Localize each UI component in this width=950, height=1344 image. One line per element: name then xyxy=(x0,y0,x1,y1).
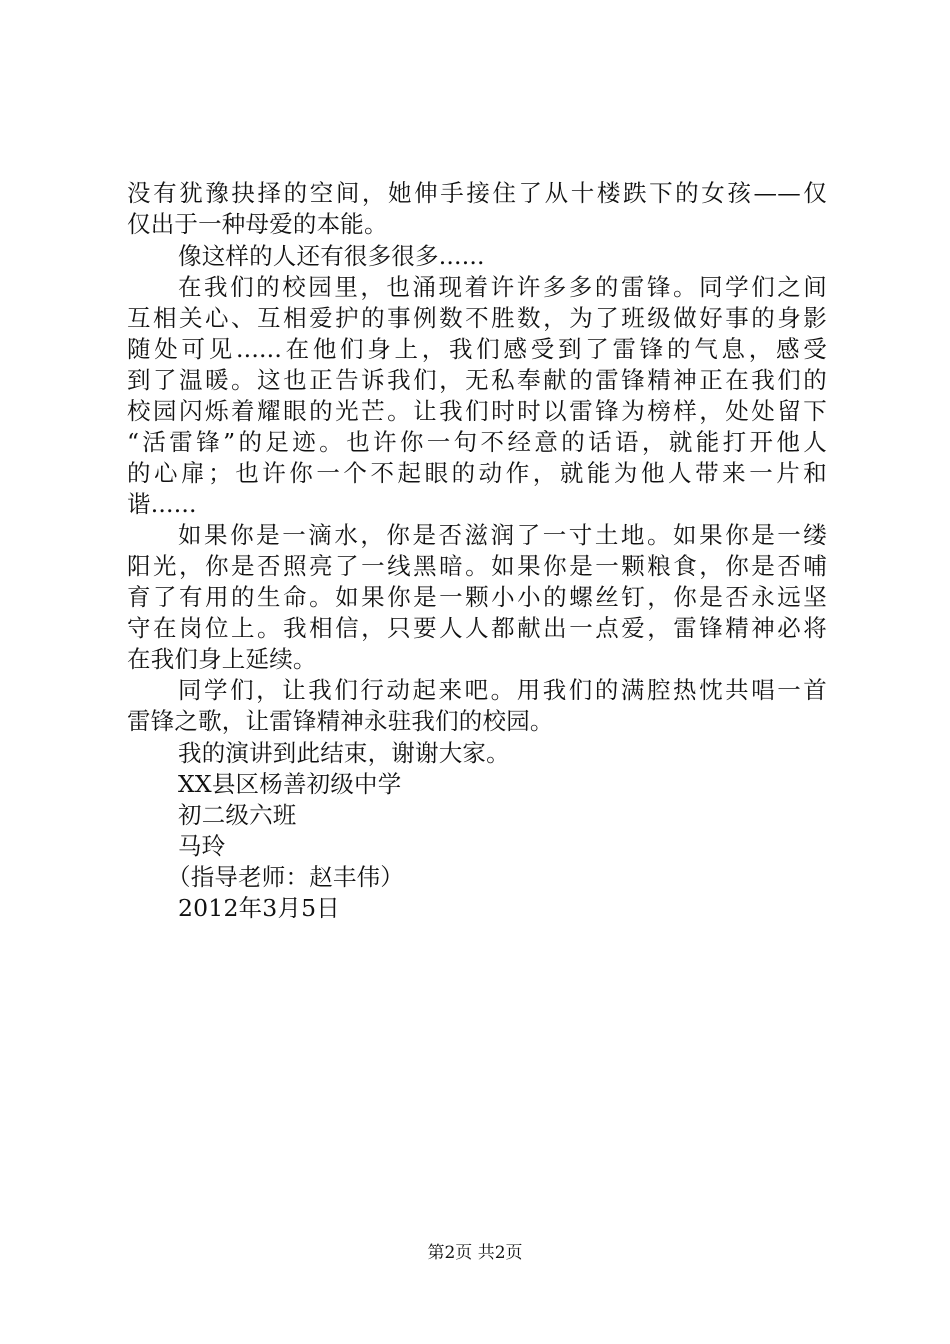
body-line: 互相关心、互相爱护的事例数不胜数，为了班级做好事的身影 xyxy=(127,304,827,332)
body-line: 到了温暖。这也正告诉我们，无私奉献的雷锋精神正在我们的 xyxy=(127,366,827,394)
body-line: 在我们的校园里，也涌现着许许多多的雷锋。同学们之间 xyxy=(178,273,827,301)
body-line: “活雷锋”的足迹。也许你一句不经意的话语，就能打开他人 xyxy=(127,428,827,456)
body-line: 的心扉；也许你一个不起眼的动作，就能为他人带来一片和 xyxy=(127,459,827,487)
signature-school: XX县区杨善初级中学 xyxy=(178,770,402,798)
signature-class: 初二级六班 xyxy=(178,801,297,829)
signature-advisor: （指导老师：赵丰伟） xyxy=(167,863,404,891)
body-line: 雷锋之歌，让雷锋精神永驻我们的校园。 xyxy=(127,707,554,735)
body-line: 没有犹豫抉择的空间，她伸手接住了从十楼跌下的女孩——仅 xyxy=(127,179,827,207)
page-footer: 第2页 共2页 xyxy=(427,1243,523,1263)
body-line: 谐...... xyxy=(127,490,197,518)
body-line: 随处可见......在他们身上，我们感受到了雷锋的气息，感受 xyxy=(127,335,827,363)
body-line: 阳光，你是否照亮了一线黑暗。如果你是一颗粮食，你是否哺 xyxy=(127,552,827,580)
closing-line: 我的演讲到此结束，谢谢大家。 xyxy=(178,739,510,767)
signature-name: 马玲 xyxy=(178,832,226,860)
body-line: 仅出于一种母爱的本能。 xyxy=(127,210,388,238)
signature-date: 2012年3月5日 xyxy=(178,894,341,922)
body-line: 像这样的人还有很多很多...... xyxy=(178,242,485,270)
body-line: 校园闪烁着耀眼的光芒。让我们时时以雷锋为榜样，处处留下 xyxy=(127,397,827,425)
body-line: 在我们身上延续。 xyxy=(127,645,317,673)
body-line: 守在岗位上。我相信，只要人人都献出一点爱，雷锋精神必将 xyxy=(127,614,827,642)
body-line: 育了有用的生命。如果你是一颗小小的螺丝钉，你是否永远坚 xyxy=(127,583,827,611)
body-line: 如果你是一滴水，你是否滋润了一寸土地。如果你是一缕 xyxy=(178,521,827,549)
body-line: 同学们，让我们行动起来吧。用我们的满腔热忱共唱一首 xyxy=(178,676,827,704)
